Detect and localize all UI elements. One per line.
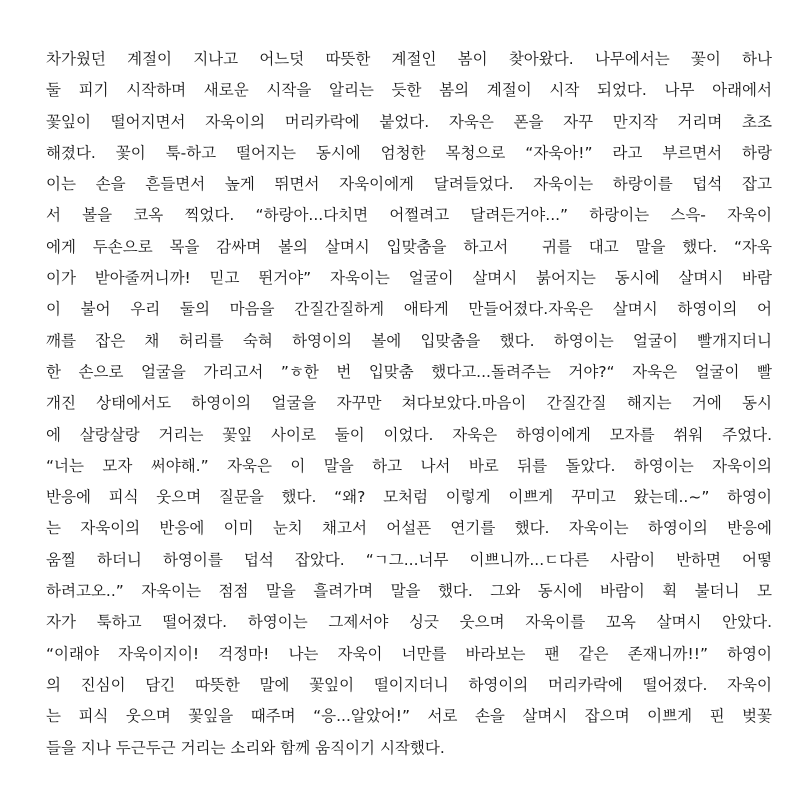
text-line: 의 진심이 담긴 따뜻한 말에 꽃잎이 떨이지더니 하영이의 머리카락에 떨어졌다. 자욱이 — [46, 675, 772, 694]
text-line: 는 자욱이의 반응에 이미 눈치 채고서 어설픈 연기를 했다. 자욱이는 하영이의 반응에 — [46, 519, 772, 538]
text-line: 자가 툭하고 떨어졌다. 하영이는 그제서야 싱긋 웃으며 자욱이를 꼬옥 살며시 안았다. — [46, 613, 772, 632]
text-line: 한 손으로 얼굴을 가리고서 ”ㅎ한 번 입맞춤 했다고...돌려주는 거야?“ 자욱은 얼굴이 빨 — [46, 362, 772, 381]
text-line: 이가 받아줄꺼니까! 믿고 뛴거야” 자욱이는 얼굴이 살며시 붉어지는 동시에 살며시 바람 — [46, 269, 772, 288]
text-line: 반응에 피식 웃으며 질문을 했다. “왜? 모처럼 이렇게 이쁘게 꾸미고 왔는데..~” 하영이 — [46, 488, 772, 507]
text-line: “너는 모자 써야해.” 자욱은 이 말을 하고 나서 바로 뒤를 돌았다. 하영이는 자욱이의 — [46, 456, 772, 475]
text-line: 에 살랑살랑 거리는 꽃잎 사이로 둘이 이었다. 자욱은 하영이에게 모자를 쒸워 주었다. — [46, 425, 772, 444]
text-line: 이 불어 우리 둘의 마음을 간질간질하게 애타게 만들어졌다.자욱은 살며시 하영이의 어 — [46, 300, 772, 319]
text-line: 꽃잎이 떨어지면서 자욱이의 머리카락에 붙었다. 자욱은 폰을 자꾸 만지작 거리며 초조 — [46, 112, 772, 131]
text-line: 하려고오..” 자욱이는 점점 말을 흘려가며 말을 했다. 그와 동시에 바람이 휙 불더니 모 — [46, 582, 772, 601]
text-line: 이는 손을 흔들면서 높게 뛰면서 자욱이에게 달려들었다. 자욱이는 하랑이를 덥석 잡고 — [46, 175, 772, 194]
text-line: 개진 상태에서도 하영이의 얼굴을 자꾸만 쳐다보았다.마음이 간질간질 해지는 거에 동시 — [46, 394, 772, 413]
text-line: “이래야 자욱이지이! 걱정마! 나는 자욱이 너만를 바라보는 팬 같은 존재니까!!” 하영이 — [46, 644, 772, 663]
text-line: 차가웠던 계절이 지나고 어느덧 따뜻한 계절인 봄이 찾아왔다. 나무에서는 꽃이 하나 — [46, 50, 772, 68]
text-line: 해졌다. 꽃이 툭-하고 떨어지는 동시에 엄청한 목청으로 “자욱아!” 라고 부르면서 하랑 — [46, 143, 772, 162]
text-line: 는 피식 웃으며 꽃잎을 때주며 “응...알았어!” 서로 손을 살며시 잡으며 이쁘게 핀 벚꽃 — [46, 707, 772, 726]
text-line: 움찔 하더니 하영이를 덥석 잡았다. “ㄱ그...너무 이쁘니까...ㄷ다른 사람이 반하면 어떻 — [46, 550, 772, 569]
text-line: 서 볼을 코옥 찍었다. “하랑아...다치면 어쩔려고 달려든거야...” 하랑이는 스윽- 자욱이 — [46, 206, 772, 225]
story-paragraph — [46, 44, 772, 764]
text-line: 에게 두손으로 목을 감싸며 볼의 살며시 입맞춤을 하고서 귀를 대고 말을 했다. “자욱 — [46, 237, 772, 256]
text-line: 들을 지나 두근두근 거리는 소리와 함께 움직이기 시작했다. — [46, 738, 445, 757]
text-line: 깨를 잡은 채 허리를 숙혀 하영이의 볼에 입맞춤을 했다. 하영이는 얼굴이 빨개지더니 — [46, 331, 772, 350]
text-line: 둘 피기 시작하며 새로운 시작을 알리는 듯한 봄의 계절이 시작 되었다. 나무 아래에서 — [46, 81, 772, 100]
